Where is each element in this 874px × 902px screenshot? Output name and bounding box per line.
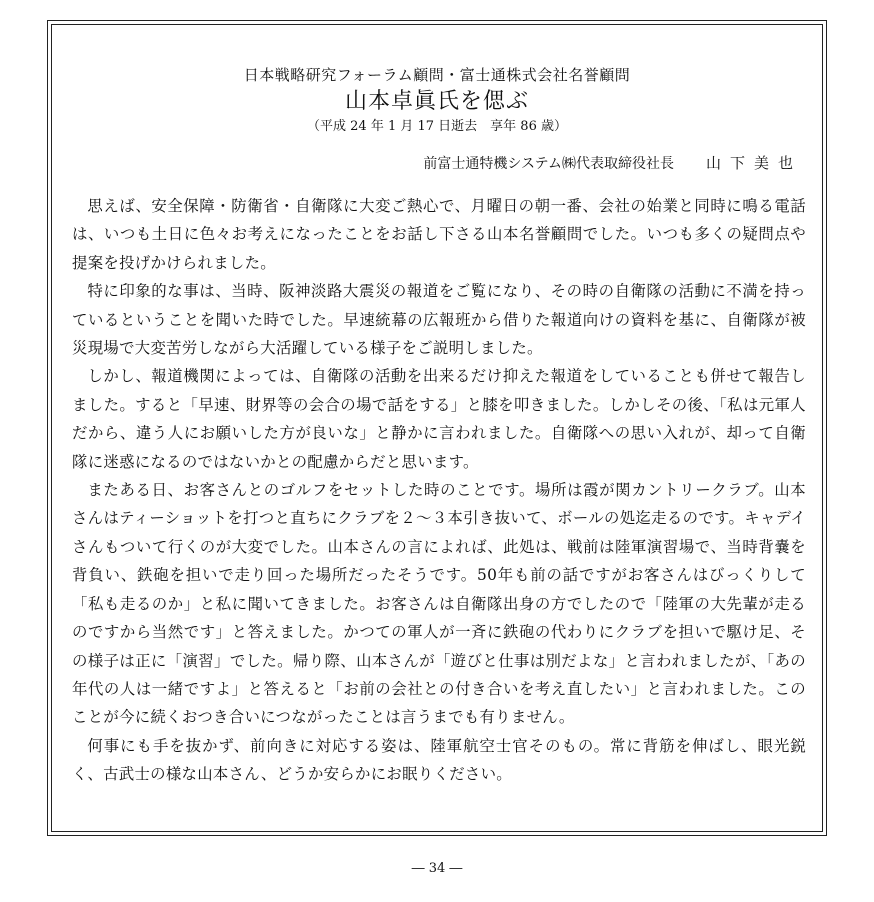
paragraph: 何事にも手を抜かず、前向きに対応する姿は、陸軍航空士官そのもの。常に背筋を伸ばし、眼光鋭く、古武士の様な山本さん、どうか安らかにお眠りください。 bbox=[72, 736, 806, 784]
author-name: 山下美也 bbox=[705, 154, 802, 172]
article-title: 山本卓眞氏を偲ぶ bbox=[344, 89, 529, 114]
article-subtitle: 日本戦略研究フォーラム顧問・富士通株式会社名誉顧問 bbox=[243, 66, 631, 84]
paragraph: しかし、報道機関によっては、自衛隊の活動を出来るだけ抑えた報道をしていることも併せて報告しました。すると「早速、財界等の会合の場で話をする」と膝を叩きました。しかしその後、「私は元軍人だから、違う人にお願いした方が良いな」と静かに言われました。自衛隊への思い入れが、却って自衛隊に迷惑になるのではないかとの配慮からだと思います。 bbox=[72, 367, 806, 471]
article-header bbox=[52, 65, 822, 137]
author-line bbox=[423, 153, 802, 174]
article-body bbox=[72, 192, 806, 789]
article-date-note: （平成 24 年 1 月 17 日逝去 享年 86 歳） bbox=[307, 119, 567, 134]
paragraph: またある日、お客さんとのゴルフをセットした時のことです。場所は霞が関カントリークラブ。山本さんはティーショットを打つと直ちにクラブを２～３本引き抜いて、ボールの処迄走るのです。キャデイさんもついて行くのが大変でした。山本さんの言によれば、此処は、戦前は陸軍演習場で、当時背嚢を背負い、鉄砲を担いで走り回った場所だったそうです。50年も前の話ですがお客さんはびっくりして「私も走るのか」と私に聞いてきました。お客さんは自衛隊出身の方でしたので「陸軍の大先輩が走るのですから当然です」と答えました。かつての軍人が一斉に鉄砲の代わりにクラブを担いで駆け足、その様子は正に「演習」でした。帰り際、山本さんが「遊びと仕事は別だよな」と言われましたが、「あの年代の人は一緒ですよ」と答えると「お前の会社との付き合いを考え直したい」と言われました。このことが今に続くおつき合いにつながったことは言うまでも有りません。 bbox=[72, 481, 806, 727]
article-inner-frame bbox=[51, 24, 823, 832]
page-number: ― 34 ― bbox=[411, 861, 463, 876]
paragraph: 思えば、安全保障・防衛省・自衛隊に大変ご熱心で、月曜日の朝一番、会社の始業と同時に鳴る電話は、いつも土日に色々お考えになったことをお話し下さる山本名誉顧問でした。いつも多くの疑問点や提案を投げかけられました。 bbox=[72, 197, 806, 272]
author-affiliation: 前富士通特機システム㈱代表取締役社長 bbox=[423, 156, 674, 172]
paragraph: 特に印象的な事は、当時、阪神淡路大震災の報道をご覧になり、その時の自衛隊の活動に不満を持っているということを聞いた時でした。早速統幕の広報班から借りた報道向けの資料を基に、自衛隊が被災現場で大変苦労しながら大活躍している様子をご説明しました。 bbox=[72, 282, 806, 358]
article-frame bbox=[47, 20, 827, 836]
